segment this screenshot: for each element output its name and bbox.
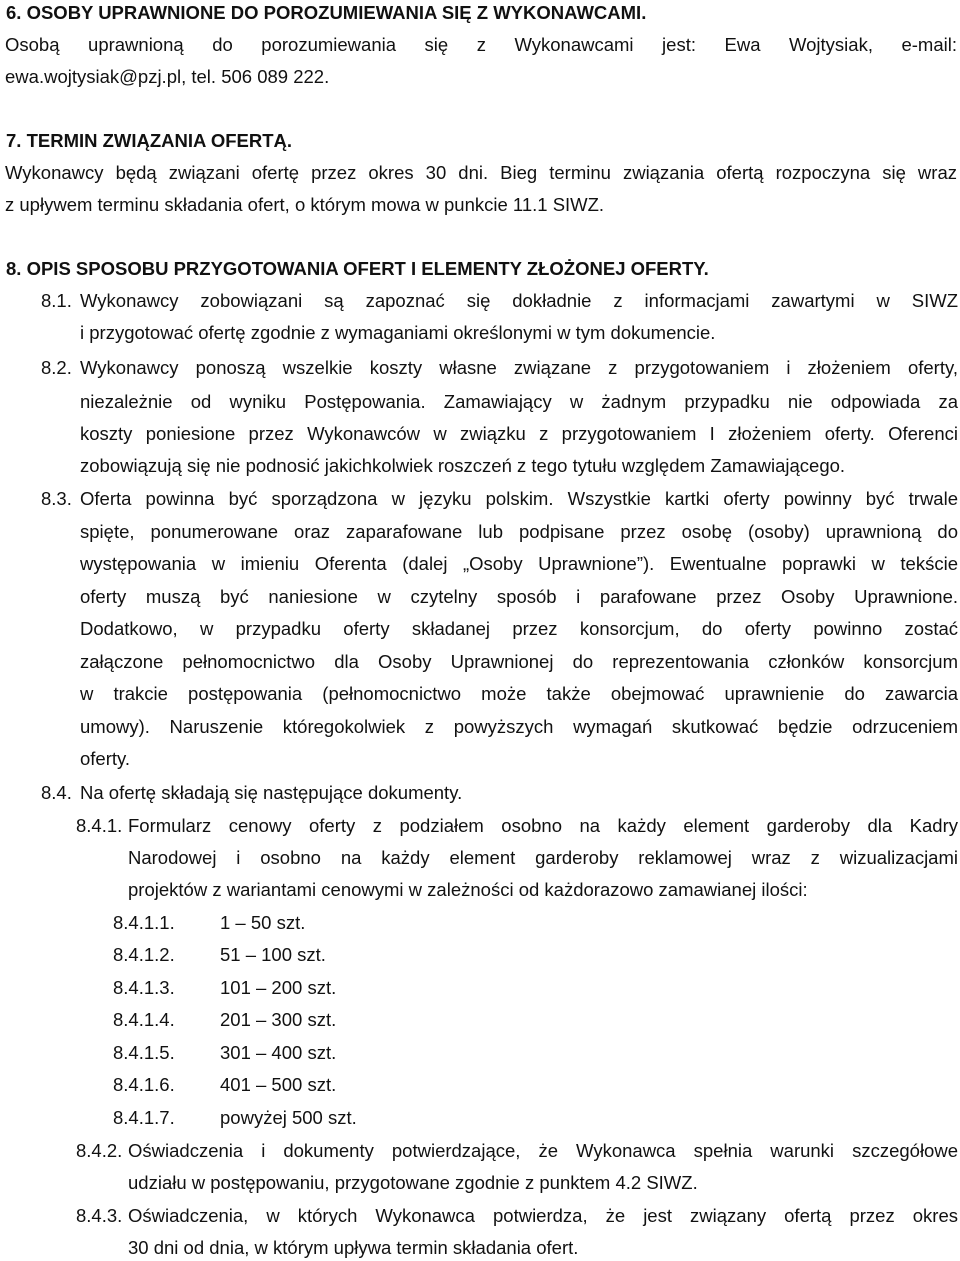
paragraph-8-3-line-1: Oferta powinna być sporządzona w języku polskim. Wszystkie kartki oferty powinny być trwale (80, 488, 958, 509)
paragraph-8-3-line-9: oferty. (80, 748, 131, 769)
paragraph-8-4-3-number: 8.4.3. (76, 1205, 123, 1226)
paragraph-8-4-2-line-2: udziału w postępowaniu, przygotowane zgodnie z punktem 4.2 SIWZ. (128, 1172, 698, 1193)
paragraph-8-4-2-line-1: Oświadczenia i dokumenty potwierdzające, że Wykonawca spełnia warunki szczegółowe (128, 1140, 958, 1161)
paragraph-8-1-line-2: i przygotować ofertę zgodnie z wymaganiami określonymi w tym dokumencie. (80, 322, 716, 343)
section-7-line-2: z upływem terminu składania ofert, o którym mowa w punkcie 11.1 SIWZ. (5, 194, 605, 215)
paragraph-8-3-line-8: umowy). Naruszenie któregokolwiek z powyższych wymagań skutkować będzie odrzuceniem (80, 716, 958, 737)
paragraph-8-2-number: 8.2. (41, 357, 72, 378)
paragraph-8-1-number: 8.1. (41, 290, 72, 311)
list-item-number: 8.4.1.4. (113, 1009, 175, 1030)
paragraph-8-2-line-1: Wykonawcy ponoszą wszelkie koszty własne związane z przygotowaniem i złożeniem oferty, (80, 357, 958, 378)
paragraph-8-4-1-line-1: Formularz cenowy oferty z podziałem osobno na każdy element garderoby dla Kadry (128, 815, 958, 836)
list-item-text: 201 – 300 szt. (220, 1009, 337, 1030)
paragraph-8-1-line-1: Wykonawcy zobowiązani są zapoznać się dokładnie z informacjami zawartymi w SIWZ (80, 290, 958, 311)
list-item-number: 8.4.1.1. (113, 912, 175, 933)
list-item-number: 8.4.1.2. (113, 944, 175, 965)
paragraph-8-4-3-line-1: Oświadczenia, w których Wykonawca potwierdza, że jest związany ofertą przez okres (128, 1205, 958, 1226)
list-item-number: 8.4.1.5. (113, 1042, 175, 1063)
paragraph-8-2-line-3: koszty poniesione przez Wykonawców w związku z przygotowaniem I złożeniem oferty. Oferenci (80, 423, 958, 444)
section-7-heading: 7. TERMIN ZWIĄZANIA OFERTĄ. (6, 130, 293, 151)
section-6-heading: 6. OSOBY UPRAWNIONE DO POROZUMIEWANIA SIĘ Z WYKONAWCAMI. (6, 2, 647, 23)
paragraph-8-4-1-line-3: projektów z wariantami cenowymi w zależności od każdorazowo zamawianej ilości: (128, 879, 808, 900)
list-item-text: 401 – 500 szt. (220, 1074, 337, 1095)
list-item-text: 101 – 200 szt. (220, 977, 337, 998)
section-6-line-2: ewa.wojtysiak@pzj.pl, tel. 506 089 222. (5, 66, 330, 87)
section-7-line-1: Wykonawcy będą związani ofertę przez okres 30 dni. Bieg terminu związania ofertą rozpoczyna się wraz (5, 162, 957, 183)
paragraph-8-3-line-6: załączone pełnomocnictwo dla Osoby Uprawnionej do reprezentowania członków konsorcjum (80, 651, 958, 672)
list-item-text: powyżej 500 szt. (220, 1107, 357, 1128)
paragraph-8-3-line-4: oferty muszą być naniesione w czytelny sposób i parafowane przez Osoby Uprawnione. (80, 586, 958, 607)
list-item-text: 1 – 50 szt. (220, 912, 306, 933)
section-8-heading: 8. OPIS SPOSOBU PRZYGOTOWANIA OFERT I ELEMENTY ZŁOŻONEJ OFERTY. (6, 258, 709, 279)
list-item-text: 301 – 400 szt. (220, 1042, 337, 1063)
paragraph-8-3-line-5: Dodatkowo, w przypadku oferty składanej przez konsorcjum, do oferty powinno zostać (80, 618, 958, 639)
paragraph-8-3-line-3: występowania w imieniu Oferenta (dalej „Osoby Uprawnione”). Ewentualne poprawki w tekście (80, 553, 958, 574)
list-item-text: 51 – 100 szt. (220, 944, 326, 965)
section-6-line-1: Osobą uprawnioną do porozumiewania się z Wykonawcami jest: Ewa Wojtysiak, e-mail: (5, 34, 957, 55)
paragraph-8-2-line-2: niezależnie od wyniku Postępowania. Zamawiający w żadnym przypadku nie odpowiada za (80, 391, 958, 412)
list-item-number: 8.4.1.3. (113, 977, 175, 998)
paragraph-8-4-2-number: 8.4.2. (76, 1140, 123, 1161)
list-item-number: 8.4.1.6. (113, 1074, 175, 1095)
paragraph-8-4-1-line-2: Narodowej i osobno na każdy element garderoby reklamowej wraz z wizualizacjami (128, 847, 958, 868)
paragraph-8-4-1-number: 8.4.1. (76, 815, 123, 836)
paragraph-8-4-3-line-2: 30 dni od dnia, w którym upływa termin składania ofert. (128, 1237, 579, 1258)
paragraph-8-3-line-2: spięte, ponumerowane oraz zaparafowane lub podpisane przez osobę (osoby) uprawnioną do (80, 521, 958, 542)
paragraph-8-3-line-7: w trakcie postępowania (pełnomocnictwo może także obejmować uprawnienie do zawarcia (80, 683, 958, 704)
paragraph-8-2-line-4: zobowiązują się nie podnosić jakichkolwiek roszczeń z tego tytułu względem Zamawiającego. (80, 455, 846, 476)
paragraph-8-4-text: Na ofertę składają się następujące dokumenty. (80, 782, 463, 803)
list-item-number: 8.4.1.7. (113, 1107, 175, 1128)
paragraph-8-3-number: 8.3. (41, 488, 72, 509)
paragraph-8-4-number: 8.4. (41, 782, 72, 803)
